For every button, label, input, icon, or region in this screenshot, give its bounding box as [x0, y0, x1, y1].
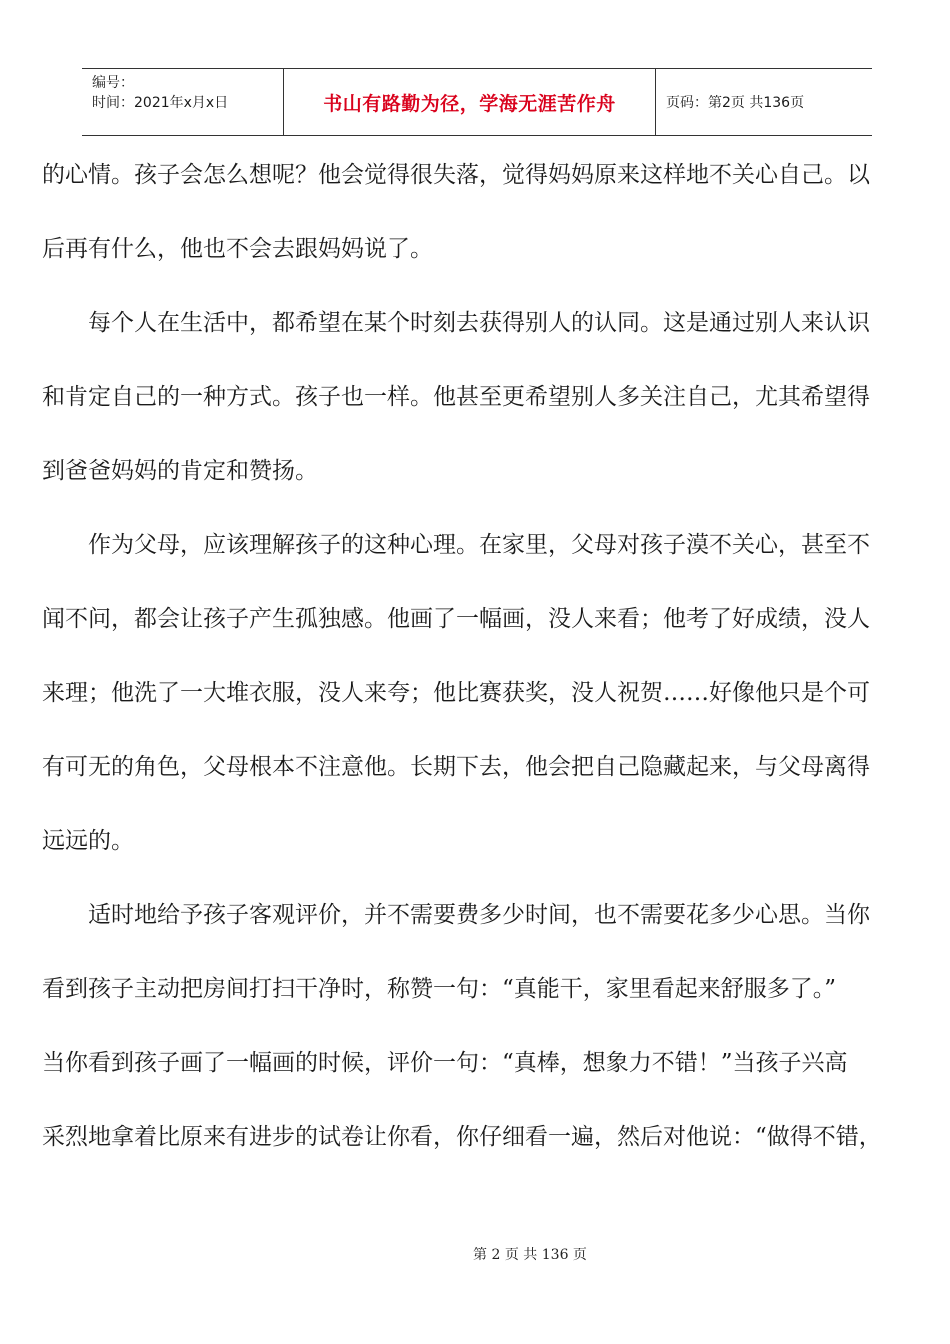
header-motto: 书山有路勤为径，学海无涯苦作舟 [284, 69, 656, 135]
text-line: 的心情。孩子会怎么想呢？他会觉得很失落，觉得妈妈原来这样地不关心自己。以 [42, 162, 870, 188]
text-line: 每个人在生活中，都希望在某个时刻去获得别人的认同。这是通过别人来认识 [42, 310, 870, 336]
header-meta [82, 69, 284, 135]
text-line: 和肯定自己的一种方式。孩子也一样。他甚至更希望别人多关注自己，尤其希望得 [42, 384, 870, 410]
text-line: 适时地给予孩子客观评价，并不需要费多少时间，也不需要花多少心思。当你 [42, 902, 870, 928]
text-line: 当你看到孩子画了一幅画的时候，评价一句：“真棒，想象力不错！”当孩子兴高 [42, 1050, 848, 1076]
paragraph [42, 157, 908, 267]
text-line: 后再有什么，他也不会去跟妈妈说了。 [42, 236, 433, 262]
page-header [82, 68, 872, 136]
document-date-label: 时间：2021年x月x日 [92, 95, 229, 111]
page-footer: 第 2 页 共 136 页 [473, 1247, 587, 1263]
document-number-label: 编号： [92, 75, 134, 91]
header-page-info: 页码：第2页 共136页 [666, 95, 805, 111]
text-line: 看到孩子主动把房间打扫干净时，称赞一句：“真能干，家里看起来舒服多了。” [42, 976, 837, 1002]
text-line: 到爸爸妈妈的肯定和赞扬。 [42, 458, 318, 484]
text-line: 来理；他洗了一大堆衣服，没人来夸；他比赛获奖，没人祝贺……好像他只是个可 [42, 680, 870, 706]
paragraph [42, 527, 908, 859]
text-line: 闻不问，都会让孩子产生孤独感。他画了一幅画，没人来看；他考了好成绩，没人 [42, 606, 870, 632]
text-line: 有可无的角色，父母根本不注意他。长期下去，他会把自己隐藏起来，与父母离得 [42, 754, 870, 780]
text-line: 采烈地拿着比原来有进步的试卷让你看，你仔细看一遍，然后对他说：“做得不错， [42, 1124, 882, 1150]
text-line: 作为父母，应该理解孩子的这种心理。在家里，父母对孩子漠不关心，甚至不 [42, 532, 870, 558]
paragraph [42, 305, 908, 489]
paragraph [42, 897, 908, 1155]
document-body [42, 157, 908, 1193]
text-line: 远远的。 [42, 828, 134, 854]
